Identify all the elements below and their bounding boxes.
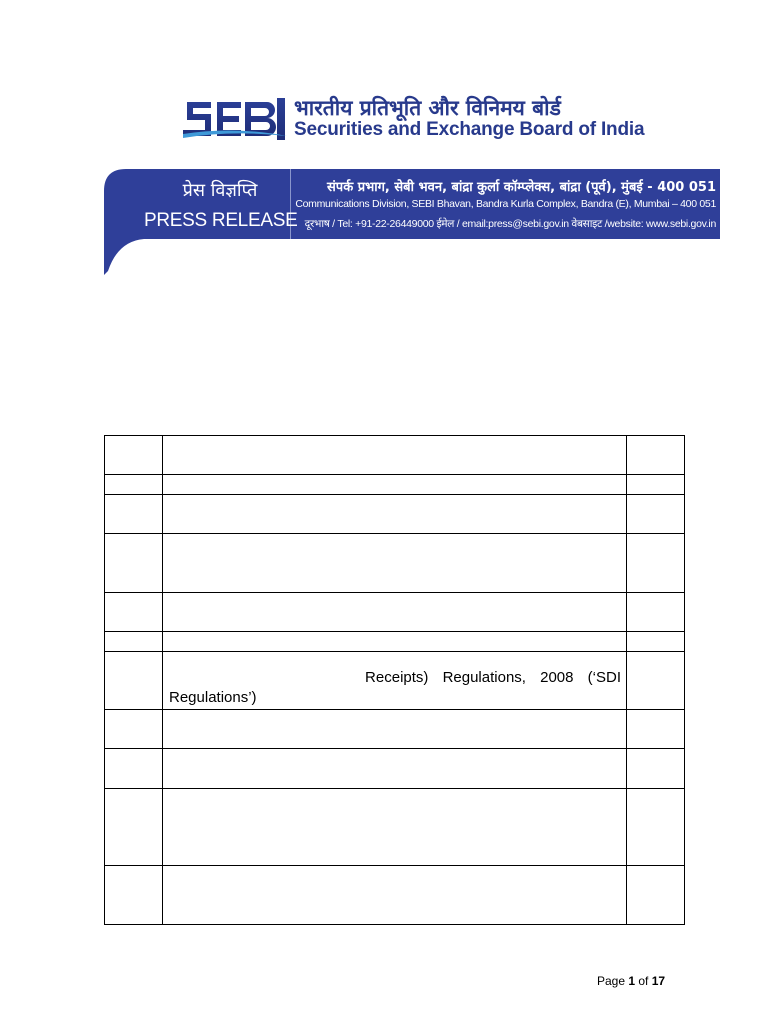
table-row bbox=[105, 710, 685, 749]
address-hindi: संपर्क प्रभाग, सेबी भवन, बांद्रा कुर्ला कॉम्प्लेक्स, बांद्रा (पूर्व), मुंबई - 400 051 bbox=[327, 180, 716, 195]
table-row bbox=[105, 593, 685, 632]
org-name-hindi: भारतीय प्रतिभूति और विनिमय बोर्ड bbox=[294, 96, 561, 120]
contact-line: दूरभाष / Tel: +91-22-26449000 ईमेल / email:press@sebi.gov.in वेबसाइट /website: www.sebi.gov.in bbox=[304, 218, 716, 230]
page-separator: of bbox=[635, 974, 652, 988]
table-row bbox=[105, 534, 685, 593]
page-prefix: Page bbox=[597, 974, 629, 988]
table-row bbox=[105, 749, 685, 789]
table-row bbox=[105, 789, 685, 866]
total-pages: 17 bbox=[651, 974, 666, 988]
address-english: Communications Division, SEBI Bhavan, Bandra Kurla Complex, Bandra (E), Mumbai – 400 051 bbox=[295, 198, 716, 210]
press-release-banner bbox=[104, 169, 720, 275]
table-cell-text bbox=[163, 652, 626, 708]
press-release-label: PRESS RELEASE bbox=[144, 210, 298, 231]
table-row bbox=[105, 436, 685, 475]
press-release-label-hindi: प्रेस विज्ञप्ति bbox=[182, 180, 258, 201]
table-cell-line: Regulations’) bbox=[169, 689, 257, 706]
sebi-logo bbox=[183, 96, 643, 144]
table-row bbox=[105, 475, 685, 495]
table-cell-line: Receipts) Regulations, 2008 (‘SDI bbox=[365, 669, 621, 686]
table-row bbox=[105, 495, 685, 534]
table-row bbox=[105, 632, 685, 652]
content-table bbox=[104, 435, 685, 925]
sebi-logo-mark bbox=[183, 96, 289, 142]
org-name-english: Securities and Exchange Board of India bbox=[294, 119, 645, 140]
current-page: 1 bbox=[628, 974, 636, 988]
table-row bbox=[105, 652, 685, 710]
table-row bbox=[105, 866, 685, 925]
page-number bbox=[597, 974, 665, 988]
